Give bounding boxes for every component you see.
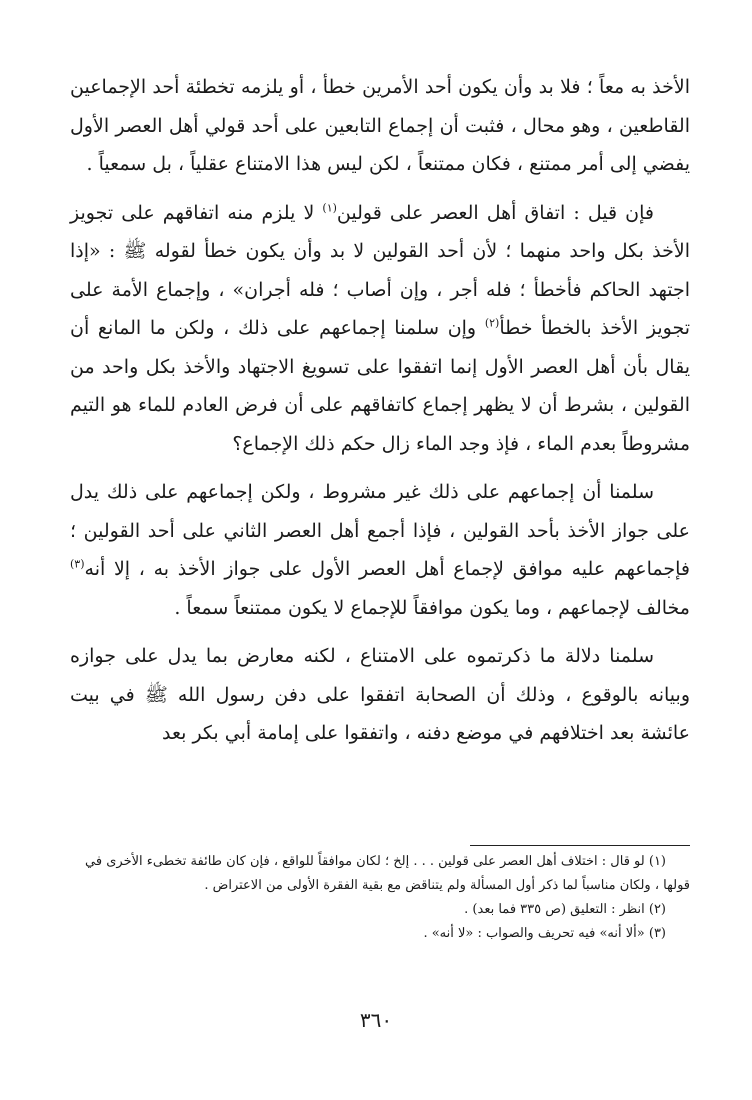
footnotes xyxy=(60,850,690,946)
footnote-marker-3[interactable]: (٣) xyxy=(70,557,85,571)
paragraph-3-part-a: سلمنا أن إجماعهم على ذلك غير مشروط ، ولكن إجماعهم على ذلك يدل على جواز الأخذ بأحد القولين ، فإذا أجمع أهل العصر الثاني على أحد القولين ؛ فإجماعهم عليه موافق لإجماع أهل العصر الأول على جواز الأخذ به ، إلا أنه xyxy=(70,481,690,580)
paragraph-2-part-a: فإن قيل : اتفاق أهل العصر على قولين xyxy=(336,201,654,224)
footnote-3: (٣) «ألا أنه» فيه تحريف والصواب : «لا أنه» . xyxy=(423,926,666,941)
paragraph-2-part-c: وإن سلمنا إجماعهم على ذلك ، ولكن ما المانع أن يقال بأن أهل العصر الأول إنما اتفقوا على تسويغ الاجتهاد والأخذ بكل واحد من القولين ، بشرط أن لا يظهر إجماع كاتفاقهم على أن فرض العادم للماء هو التيم مشروطاً بعدم الماء ، فإذ وجد الماء زال حكم ذلك الإجماع؟ xyxy=(70,317,690,455)
footnote-2: (٢) انظر : التعليق (ص ٣٣٥ فما بعد) . xyxy=(464,902,666,917)
paragraph-1: الأخذ به معاً ؛ فلا بد وأن يكون أحد الأمرين خطأ ، أو يلزمه تخطئة أحد الإجماعين القاطعين ، وهو محال ، فثبت أن إجماع التابعين على أحد قولي أهل العصر الأول يفضي إلى أمر ممتنع ، فكان ممتنعاً ، لكن ليس هذا الامتناع عقلياً ، بل سمعياً . xyxy=(70,76,690,175)
paragraph-4: سلمنا دلالة ما ذكرتموه على الامتناع ، لكنه معارض بما يدل على جوازه وبيانه بالوقوع ، وذلك أن الصحابة اتفقوا على دفن رسول الله ﷺ في بيت عائشة بعد اختلافهم في موضع دفنه ، واتفقوا على إمامة أبي بكر بعد xyxy=(70,645,690,744)
page-number: ٣٦٠ xyxy=(359,1008,393,1032)
footnote-marker-1[interactable]: (١) xyxy=(322,201,337,215)
paragraph-3 xyxy=(70,473,690,627)
footnote-1: (١) لو قال : اختلاف أهل العصر على قولين . . . إلخ ؛ لكان موافقاً للواقع ، فإن كان طائفة تخطىء الأخرى في قولها ، ولكان مناسباً لما ذكر أول المسألة ولم يتناقض مع بقية الفقرة الأولى من الاعتراض . xyxy=(85,854,690,893)
main-text xyxy=(70,68,690,753)
paragraph-3-part-b: مخالف لإجماعهم ، وما يكون موافقاً للإجماع لا يكون ممتنعاً سمعاً . xyxy=(174,596,690,619)
paragraph-2-part-b: لا يلزم منه اتفاقهم على تجويز الأخذ بكل واحد منهما ؛ لأن أحد القولين لا بد وأن يكون خطأ لقوله ﷺ : «إذا اجتهد الحاكم فأخطأ ؛ فله أجر ، وإن أصاب ؛ فله أجران» ، وإجماع الأمة على تجويز الأخذ بالخطأ خطأ xyxy=(70,201,691,339)
footnote-marker-2[interactable]: (٢) xyxy=(484,316,500,330)
footnote-separator xyxy=(470,845,690,846)
paragraph-2 xyxy=(70,194,690,464)
